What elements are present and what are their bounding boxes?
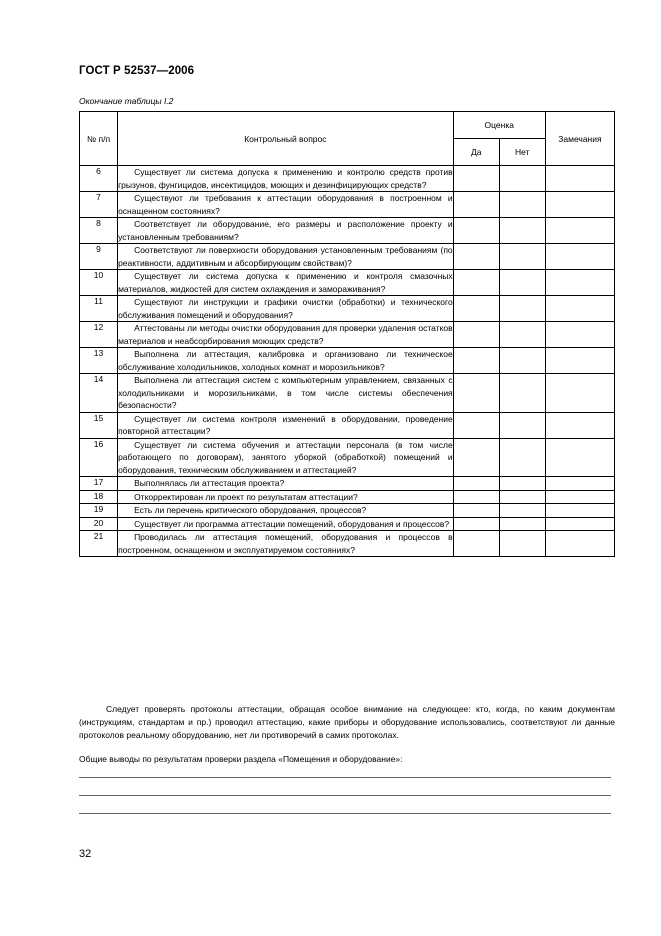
yes-cell bbox=[453, 296, 499, 322]
row-number: 10 bbox=[80, 270, 118, 296]
header-num: № п/п bbox=[80, 112, 118, 166]
no-cell bbox=[499, 192, 545, 218]
control-question: Существует ли система контроля изменений в оборудовании, проведение повторной аттестации? bbox=[118, 413, 453, 436]
table-row bbox=[80, 270, 615, 296]
yes-cell bbox=[453, 477, 499, 491]
remarks-cell bbox=[545, 490, 614, 504]
no-cell bbox=[499, 166, 545, 192]
row-number: 16 bbox=[80, 438, 118, 477]
remarks-cell bbox=[545, 438, 614, 477]
control-question: Выполнена ли аттестация, калибровка и организовано ли техническое обслуживание холодильников, холодных комнат и морозильников? bbox=[118, 349, 453, 372]
row-number: 8 bbox=[80, 218, 118, 244]
yes-cell bbox=[453, 531, 499, 557]
control-question: Проводилась ли аттестация помещений, оборудования и процессов в построенном, оснащенном и эксплуатируемом состояниях? bbox=[118, 532, 453, 555]
yes-cell bbox=[453, 490, 499, 504]
control-question: Откорректирован ли проект по результатам аттестации? bbox=[134, 491, 358, 502]
control-question: Выполнялась ли аттестация проекта? bbox=[134, 478, 285, 488]
no-cell bbox=[499, 504, 545, 518]
remarks-cell bbox=[545, 192, 614, 218]
header-no: Нет bbox=[499, 139, 545, 166]
row-number: 9 bbox=[80, 244, 118, 270]
row-number: 12 bbox=[80, 322, 118, 348]
no-cell bbox=[499, 531, 545, 557]
no-cell bbox=[499, 244, 545, 270]
table-row bbox=[80, 438, 615, 477]
remarks-cell bbox=[545, 531, 614, 557]
row-number: 21 bbox=[80, 531, 118, 557]
remarks-cell bbox=[545, 218, 614, 244]
row-number: 13 bbox=[80, 348, 118, 374]
table-row bbox=[80, 348, 615, 374]
conclusion-fill-line bbox=[79, 813, 611, 814]
remarks-cell bbox=[545, 166, 614, 192]
no-cell bbox=[499, 322, 545, 348]
no-cell bbox=[499, 477, 545, 491]
yes-cell bbox=[453, 438, 499, 477]
yes-cell bbox=[453, 374, 499, 413]
yes-cell bbox=[453, 192, 499, 218]
remarks-cell bbox=[545, 270, 614, 296]
control-question: Соответствует ли оборудование, его размеры и расположение проекту и установленным требованиям? bbox=[118, 219, 453, 242]
row-number: 20 bbox=[80, 517, 118, 531]
remarks-cell bbox=[545, 322, 614, 348]
checklist-table bbox=[79, 111, 615, 557]
table-row bbox=[80, 517, 615, 531]
yes-cell bbox=[453, 166, 499, 192]
control-question: Существует ли программа аттестации помещений, оборудования и процессов? bbox=[134, 518, 450, 529]
control-question: Есть ли перечень критического оборудования, процессов? bbox=[134, 505, 367, 515]
document-standard-header: ГОСТ Р 52537—2006 bbox=[79, 65, 195, 77]
no-cell bbox=[499, 374, 545, 413]
table-row bbox=[80, 218, 615, 244]
row-number: 15 bbox=[80, 412, 118, 438]
no-cell bbox=[499, 412, 545, 438]
no-cell bbox=[499, 490, 545, 504]
table-row bbox=[80, 477, 615, 491]
remarks-cell bbox=[545, 412, 614, 438]
remarks-cell bbox=[545, 374, 614, 413]
remarks-cell bbox=[545, 244, 614, 270]
conclusion-fill-line bbox=[79, 795, 611, 796]
table-row bbox=[80, 192, 615, 218]
control-question: Существует ли система допуска к применению и контролю средств против грызунов, фунгицидов, инсектицидов, моющих и дезинфицирующих средств? bbox=[118, 167, 453, 190]
row-number: 7 bbox=[80, 192, 118, 218]
table-row bbox=[80, 504, 615, 518]
control-question: Соответствуют ли поверхности оборудования установленным требованиям (по реактивности, аддитивным и абсорбирующим свойствам)? bbox=[118, 245, 453, 268]
row-number: 14 bbox=[80, 374, 118, 413]
yes-cell bbox=[453, 348, 499, 374]
yes-cell bbox=[453, 218, 499, 244]
row-number: 6 bbox=[80, 166, 118, 192]
control-question: Существует ли система обучения и аттестации персонала (в том числе работающего по договорам), занятого уборкой (обработкой) помещений и оборудования, техническим обслуживанием и аттестацией? bbox=[118, 439, 453, 475]
yes-cell bbox=[453, 244, 499, 270]
header-remarks: Замечания bbox=[545, 112, 614, 166]
yes-cell bbox=[453, 504, 499, 518]
notes-text: Следует проверять протоколы аттестации, обращая особое внимание на следующее: кто, когда, по каким документам (инструкциям, стандартам и пр.) проводил аттестацию, какие приборы и оборудование использовались, соответствуют ли данные протоколов реальному оборудованию, нет ли противоречий в самих протоколах. bbox=[79, 704, 615, 740]
remarks-cell bbox=[545, 477, 614, 491]
control-question: Выполнена ли аттестация систем с компьютерным управлением, связанных с холодильниками и морозильниками, в том числе системы обеспечения безопасности? bbox=[118, 375, 453, 410]
header-evaluation: Оценка bbox=[453, 112, 545, 139]
table-row bbox=[80, 490, 615, 504]
control-question: Существуют ли требования к аттестации оборудования в построенном и оснащенном состояниях? bbox=[118, 193, 453, 216]
table-row bbox=[80, 322, 615, 348]
control-question: Существует ли система допуска к применению и контроля смазочных материалов, жидкостей для систем охлаждения и замораживания? bbox=[118, 271, 453, 294]
row-number: 17 bbox=[80, 477, 118, 491]
header-yes: Да bbox=[453, 139, 499, 166]
remarks-cell bbox=[545, 296, 614, 322]
conclusion-label: Общие выводы по результатам проверки раздела «Помещения и оборудование»: bbox=[79, 754, 403, 764]
no-cell bbox=[499, 438, 545, 477]
yes-cell bbox=[453, 322, 499, 348]
page-number: 32 bbox=[79, 848, 92, 860]
row-number: 18 bbox=[80, 490, 118, 504]
table-row bbox=[80, 531, 615, 557]
no-cell bbox=[499, 348, 545, 374]
notes-paragraph bbox=[79, 703, 615, 742]
no-cell bbox=[499, 270, 545, 296]
no-cell bbox=[499, 296, 545, 322]
no-cell bbox=[499, 517, 545, 531]
table-row bbox=[80, 296, 615, 322]
conclusion-fill-line bbox=[79, 777, 611, 778]
yes-cell bbox=[453, 270, 499, 296]
table-row bbox=[80, 244, 615, 270]
table-row bbox=[80, 166, 615, 192]
no-cell bbox=[499, 218, 545, 244]
remarks-cell bbox=[545, 348, 614, 374]
remarks-cell bbox=[545, 517, 614, 531]
table-caption: Окончание таблицы I.2 bbox=[79, 96, 174, 106]
row-number: 11 bbox=[80, 296, 118, 322]
control-question: Существуют ли инструкции и графики очистки (обработки) и технического обслуживания помещений и оборудования? bbox=[118, 297, 453, 320]
remarks-cell bbox=[545, 504, 614, 518]
table-row bbox=[80, 374, 615, 413]
table-row bbox=[80, 412, 615, 438]
yes-cell bbox=[453, 517, 499, 531]
control-question: Аттестованы ли методы очистки оборудования для проверки удаления остатков материалов и неабсорбирования моющих средств? bbox=[118, 323, 453, 346]
header-question: Контрольный вопрос bbox=[118, 112, 454, 166]
row-number: 19 bbox=[80, 504, 118, 518]
yes-cell bbox=[453, 412, 499, 438]
